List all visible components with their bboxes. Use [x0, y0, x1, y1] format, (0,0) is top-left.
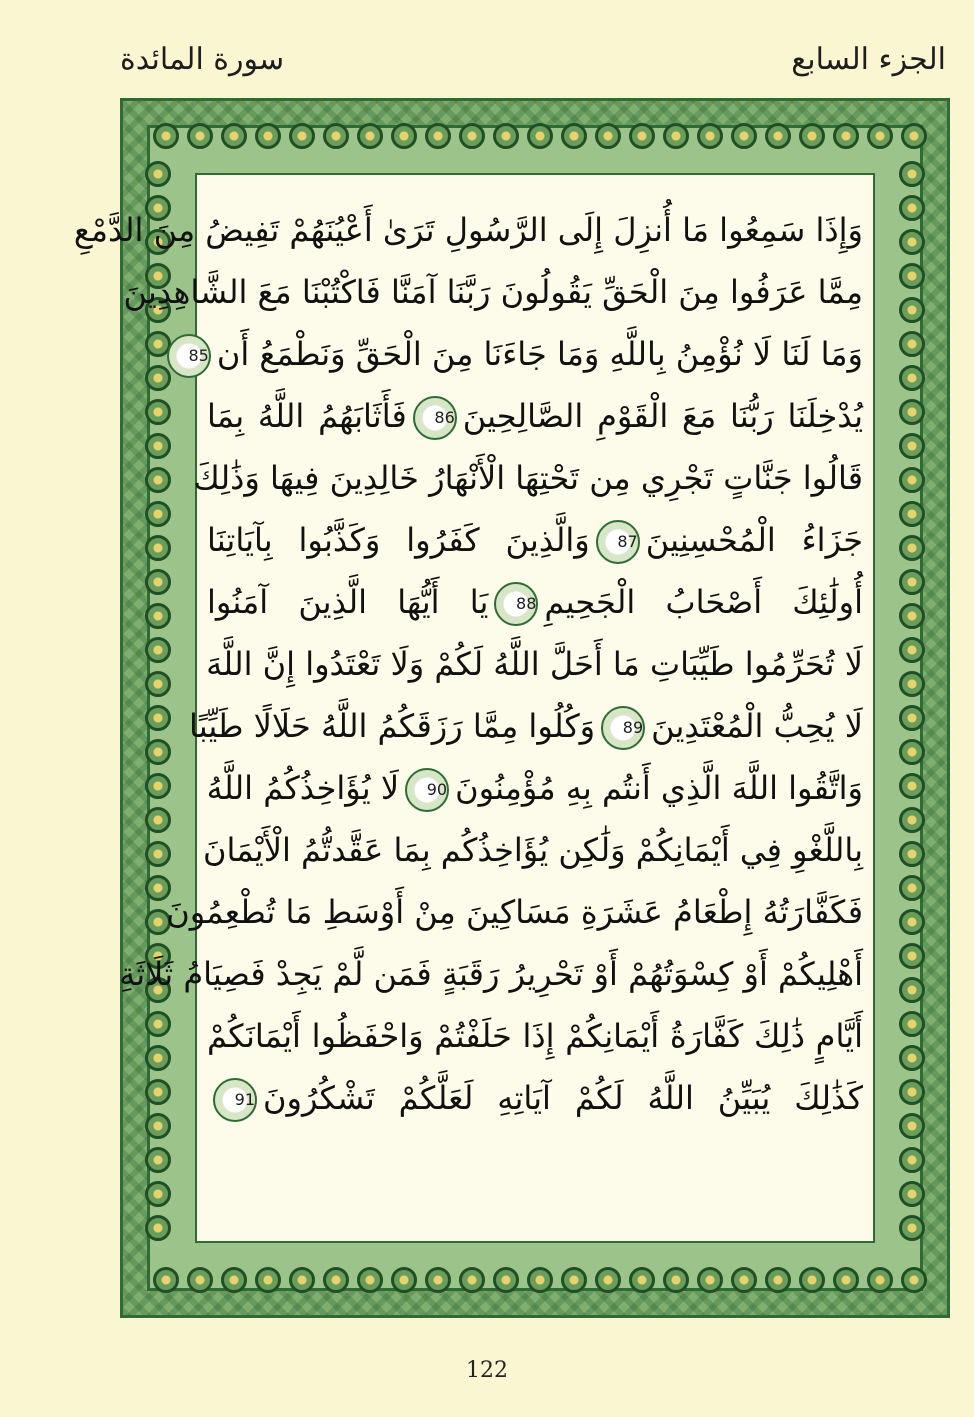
knot-ornament-icon — [145, 1011, 171, 1037]
knot-ornament-icon — [459, 123, 485, 149]
knot-ornament-icon — [629, 123, 655, 149]
knot-ornament-icon — [527, 123, 553, 149]
verse-line — [207, 571, 863, 633]
knot-ornament-icon — [697, 1267, 723, 1293]
knot-ornament-icon — [493, 1267, 519, 1293]
knot-ornament-icon — [731, 123, 757, 149]
knot-ornament-icon — [425, 1267, 451, 1293]
verse-text: وَاتَّقُوا اللَّهَ الَّذِي أَنتُم بِهِ مُؤْمِنُونَ — [455, 769, 863, 807]
knot-border-top — [153, 123, 927, 149]
knot-ornament-icon — [221, 1267, 247, 1293]
knot-ornament-icon — [899, 1215, 925, 1241]
knot-ornament-icon — [391, 1267, 417, 1293]
verse-line — [188, 323, 863, 385]
knot-ornament-icon — [187, 1267, 213, 1293]
verse-text: لَا تُحَرِّمُوا طَيِّبَاتِ مَا أَحَلَّ اللَّهُ لَكُمْ وَلَا تَعْتَدُوا إِنَّ اللَّهَ — [206, 645, 863, 683]
knot-ornament-icon — [899, 229, 925, 255]
knot-ornament-icon — [561, 1267, 587, 1293]
knot-ornament-icon — [899, 297, 925, 323]
knot-ornament-icon — [899, 603, 925, 629]
knot-ornament-icon — [899, 365, 925, 391]
knot-ornament-icon — [899, 841, 925, 867]
knot-ornament-icon — [561, 123, 587, 149]
verse-text: فَكَفَّارَتُهُ إِطْعَامُ عَشَرَةِ مَسَاكِينَ مِنْ أَوْسَطِ مَا تُطْعِمُونَ — [166, 893, 863, 931]
verses-block — [73, 199, 864, 1129]
verse-line — [207, 1067, 863, 1129]
knot-ornament-icon — [145, 773, 171, 799]
knot-ornament-icon — [425, 123, 451, 149]
verse-line — [203, 819, 863, 881]
knot-ornament-icon — [899, 1181, 925, 1207]
verse-text: كَذَٰلِكَ يُبَيِّنُ اللَّهُ لَكُمْ آيَاتِهِ لَعَلَّكُمْ تَشْكُرُونَ — [263, 1079, 863, 1117]
knot-ornament-icon — [145, 807, 171, 833]
knot-ornament-icon — [833, 123, 859, 149]
knot-ornament-icon — [221, 123, 247, 149]
verse-text: لَا يُؤَاخِذُكُمُ اللَّهُ — [206, 769, 400, 807]
verse-text: أُولَٰئِكَ أَصْحَابُ الْجَحِيمِ — [544, 583, 863, 621]
knot-ornament-icon — [899, 977, 925, 1003]
knot-ornament-icon — [145, 671, 171, 697]
knot-ornament-icon — [899, 535, 925, 561]
ayah-number-marker: 89 — [601, 706, 645, 750]
knot-ornament-icon — [145, 399, 171, 425]
knot-ornament-icon — [357, 123, 383, 149]
verse-line — [123, 261, 863, 323]
knot-ornament-icon — [145, 637, 171, 663]
verse-text: قَالُوا جَنَّاتٍ تَجْرِي مِن تَحْتِهَا الْأَنْهَارُ خَالِدِينَ فِيهَا وَذَٰلِكَ — [193, 459, 863, 497]
verse-line — [73, 199, 863, 261]
knot-ornament-icon — [899, 161, 925, 187]
ayah-number-marker: 87 — [596, 520, 640, 564]
verse-text: لَا يُحِبُّ الْمُعْتَدِينَ — [651, 707, 863, 745]
verse-line — [188, 695, 863, 757]
ornamental-frame — [73, 98, 950, 1318]
text-panel — [73, 173, 875, 1243]
knot-ornament-icon — [899, 637, 925, 663]
knot-ornament-icon — [323, 123, 349, 149]
ayah-number-marker: 90 — [405, 768, 449, 812]
knot-ornament-icon — [899, 1045, 925, 1071]
knot-ornament-icon — [697, 123, 723, 149]
knot-ornament-icon — [899, 909, 925, 935]
knot-ornament-icon — [899, 875, 925, 901]
knot-ornament-icon — [145, 1181, 171, 1207]
verse-line — [119, 943, 863, 1005]
knot-ornament-icon — [459, 1267, 485, 1293]
ayah-number-marker: 88 — [494, 582, 538, 626]
knot-ornament-icon — [899, 1113, 925, 1139]
knot-ornament-icon — [153, 1267, 179, 1293]
knot-ornament-icon — [145, 1113, 171, 1139]
verse-line — [207, 1005, 863, 1067]
knot-ornament-icon — [899, 773, 925, 799]
knot-ornament-icon — [899, 943, 925, 969]
knot-ornament-icon — [899, 331, 925, 357]
knot-ornament-icon — [663, 123, 689, 149]
knot-ornament-icon — [899, 671, 925, 697]
knot-ornament-icon — [899, 501, 925, 527]
verse-text: وَإِذَا سَمِعُوا مَا أُنزِلَ إِلَى الرَّسُولِ تَرَىٰ أَعْيُنَهُمْ تَفِيضُ مِنَ الدَّمْعِ — [73, 211, 863, 249]
verse-text: وَالَّذِينَ كَفَرُوا وَكَذَّبُوا بِآيَاتِنَا — [207, 521, 590, 559]
verse-line — [207, 633, 863, 695]
verse-text: جَزَاءُ الْمُحْسِنِينَ — [645, 521, 864, 559]
knot-ornament-icon — [289, 1267, 315, 1293]
verse-text: يَا أَيُّهَا الَّذِينَ آمَنُوا — [207, 583, 489, 621]
verse-line — [207, 385, 863, 447]
verse-text: بِاللَّغْوِ فِي أَيْمَانِكُمْ وَلَٰكِن يُؤَاخِذُكُم بِمَا عَقَّدتُّمُ الْأَيْمَانَ — [203, 831, 863, 869]
knot-ornament-icon — [145, 1147, 171, 1173]
knot-ornament-icon — [899, 1079, 925, 1105]
knot-border-bottom — [153, 1267, 927, 1293]
knot-ornament-icon — [867, 1267, 893, 1293]
verse-text: يُدْخِلَنَا رَبُّنَا مَعَ الْقَوْمِ الصَّالِحِينَ — [462, 397, 863, 435]
knot-ornament-icon — [493, 123, 519, 149]
juz-header: الجزء السابع — [791, 42, 946, 77]
knot-ornament-icon — [899, 1147, 925, 1173]
knot-ornament-icon — [765, 123, 791, 149]
verse-text: وَكُلُوا مِمَّا رَزَقَكُمُ اللَّهُ حَلَالًا طَيِّبًا — [188, 707, 596, 745]
knot-ornament-icon — [899, 195, 925, 221]
knot-ornament-icon — [899, 467, 925, 493]
ayah-number-marker: 85 — [167, 334, 211, 378]
verse-text: أَهْلِيكُمْ أَوْ كِسْوَتُهُمْ أَوْ تَحْرِيرُ رَقَبَةٍ فَمَن لَّمْ يَجِدْ فَصِيَامُ ثَلَاثَةِ — [119, 955, 863, 993]
knot-ornament-icon — [799, 123, 825, 149]
knot-ornament-icon — [833, 1267, 859, 1293]
knot-ornament-icon — [867, 123, 893, 149]
knot-ornament-icon — [145, 705, 171, 731]
verse-line — [207, 509, 863, 571]
verse-text: فَأَثَابَهُمُ اللَّهُ بِمَا — [207, 397, 407, 435]
knot-ornament-icon — [145, 433, 171, 459]
knot-ornament-icon — [899, 569, 925, 595]
knot-ornament-icon — [145, 603, 171, 629]
knot-ornament-icon — [899, 739, 925, 765]
verse-line — [193, 447, 863, 509]
knot-ornament-icon — [527, 1267, 553, 1293]
knot-ornament-icon — [357, 1267, 383, 1293]
knot-ornament-icon — [145, 739, 171, 765]
knot-ornament-icon — [187, 123, 213, 149]
knot-ornament-icon — [323, 1267, 349, 1293]
knot-ornament-icon — [145, 841, 171, 867]
ayah-number-marker: 86 — [413, 396, 457, 440]
knot-ornament-icon — [145, 1215, 171, 1241]
knot-ornament-icon — [901, 1267, 927, 1293]
surah-header: سورة المائدة — [120, 42, 285, 77]
knot-ornament-icon — [899, 399, 925, 425]
knot-ornament-icon — [145, 467, 171, 493]
knot-ornament-icon — [145, 535, 171, 561]
ayah-number-marker: 91 — [213, 1078, 257, 1122]
page-number: 122 — [466, 1358, 508, 1383]
knot-ornament-icon — [391, 123, 417, 149]
knot-ornament-icon — [255, 1267, 281, 1293]
knot-border-right — [899, 161, 925, 1241]
knot-ornament-icon — [145, 161, 171, 187]
knot-ornament-icon — [595, 123, 621, 149]
knot-ornament-icon — [289, 123, 315, 149]
verse-text: مِمَّا عَرَفُوا مِنَ الْحَقِّ يَقُولُونَ رَبَّنَا آمَنَّا فَاكْتُبْنَا مَعَ الشَّاهِدِينَ — [123, 273, 863, 311]
knot-ornament-icon — [731, 1267, 757, 1293]
knot-ornament-icon — [799, 1267, 825, 1293]
knot-ornament-icon — [145, 501, 171, 527]
knot-ornament-icon — [255, 123, 281, 149]
knot-ornament-icon — [595, 1267, 621, 1293]
verse-line — [207, 757, 863, 819]
knot-ornament-icon — [901, 123, 927, 149]
knot-ornament-icon — [153, 123, 179, 149]
verse-line — [166, 881, 863, 943]
knot-ornament-icon — [145, 1079, 171, 1105]
knot-ornament-icon — [899, 705, 925, 731]
knot-ornament-icon — [145, 1045, 171, 1071]
knot-ornament-icon — [629, 1267, 655, 1293]
knot-ornament-icon — [899, 263, 925, 289]
knot-ornament-icon — [145, 569, 171, 595]
verse-text: أَيَّامٍ ذَٰلِكَ كَفَّارَةُ أَيْمَانِكُمْ إِذَا حَلَفْتُمْ وَاحْفَظُوا أَيْمَانَكُمْ — [207, 1017, 863, 1055]
knot-ornament-icon — [899, 433, 925, 459]
knot-ornament-icon — [663, 1267, 689, 1293]
knot-ornament-icon — [899, 1011, 925, 1037]
knot-ornament-icon — [765, 1267, 791, 1293]
knot-ornament-icon — [899, 807, 925, 833]
verse-text: وَمَا لَنَا لَا نُؤْمِنُ بِاللَّهِ وَمَا جَاءَنَا مِنَ الْحَقِّ وَنَطْمَعُ أَن — [216, 335, 863, 373]
